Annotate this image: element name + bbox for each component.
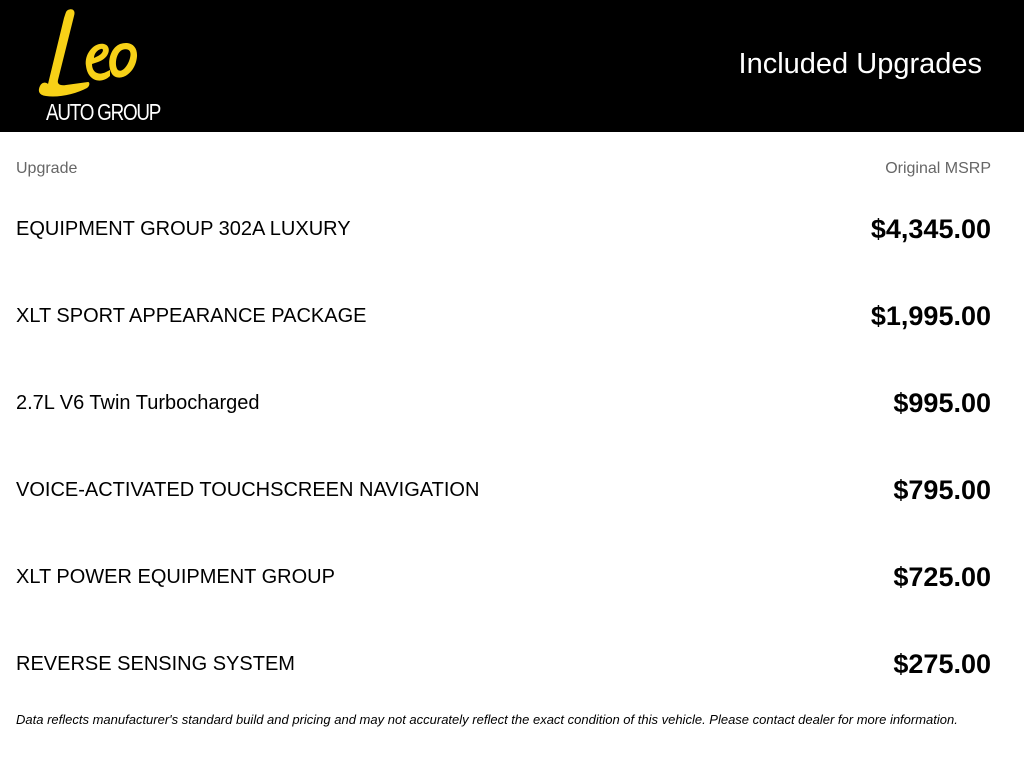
upgrade-price: $4,345.00 xyxy=(870,214,991,244)
upgrade-row xyxy=(16,273,991,360)
upgrade-name: VOICE-ACTIVATED TOUCHSCREEN NAVIGATION xyxy=(16,479,480,501)
table-header xyxy=(16,160,991,178)
upgrade-row xyxy=(16,186,991,273)
upgrade-row xyxy=(16,534,991,621)
page-title: Included Upgrades xyxy=(738,48,982,80)
upgrade-row xyxy=(16,621,991,708)
upgrade-row xyxy=(16,360,991,447)
upgrade-name: XLT POWER EQUIPMENT GROUP xyxy=(16,566,335,588)
upgrade-name: XLT SPORT APPEARANCE PACKAGE xyxy=(16,305,367,327)
upgrade-name: EQUIPMENT GROUP 302A LUXURY xyxy=(16,218,351,240)
upgrade-row xyxy=(16,447,991,534)
disclaimer-text: Data reflects manufacturer's standard build and pricing and may not accurately reflect the exact condition of this vehicle. Please contact dealer for more information. xyxy=(16,712,958,727)
upgrade-name: REVERSE SENSING SYSTEM xyxy=(16,653,295,675)
upgrade-name: 2.7L V6 Twin Turbocharged xyxy=(16,392,260,414)
upgrade-price: $725.00 xyxy=(893,562,991,592)
leo-script-logo xyxy=(36,6,146,102)
upgrades-list xyxy=(16,186,991,708)
upgrade-price: $275.00 xyxy=(893,649,991,679)
leo-auto-group-logo xyxy=(36,6,161,128)
column-header-msrp: Original MSRP xyxy=(885,160,991,177)
logo-subtext: AUTO GROUP xyxy=(46,99,161,125)
upgrade-price: $795.00 xyxy=(893,475,991,505)
header-bar xyxy=(0,0,1024,132)
upgrade-price: $995.00 xyxy=(893,388,991,418)
column-header-upgrade: Upgrade xyxy=(16,160,78,177)
upgrade-price: $1,995.00 xyxy=(870,301,991,331)
